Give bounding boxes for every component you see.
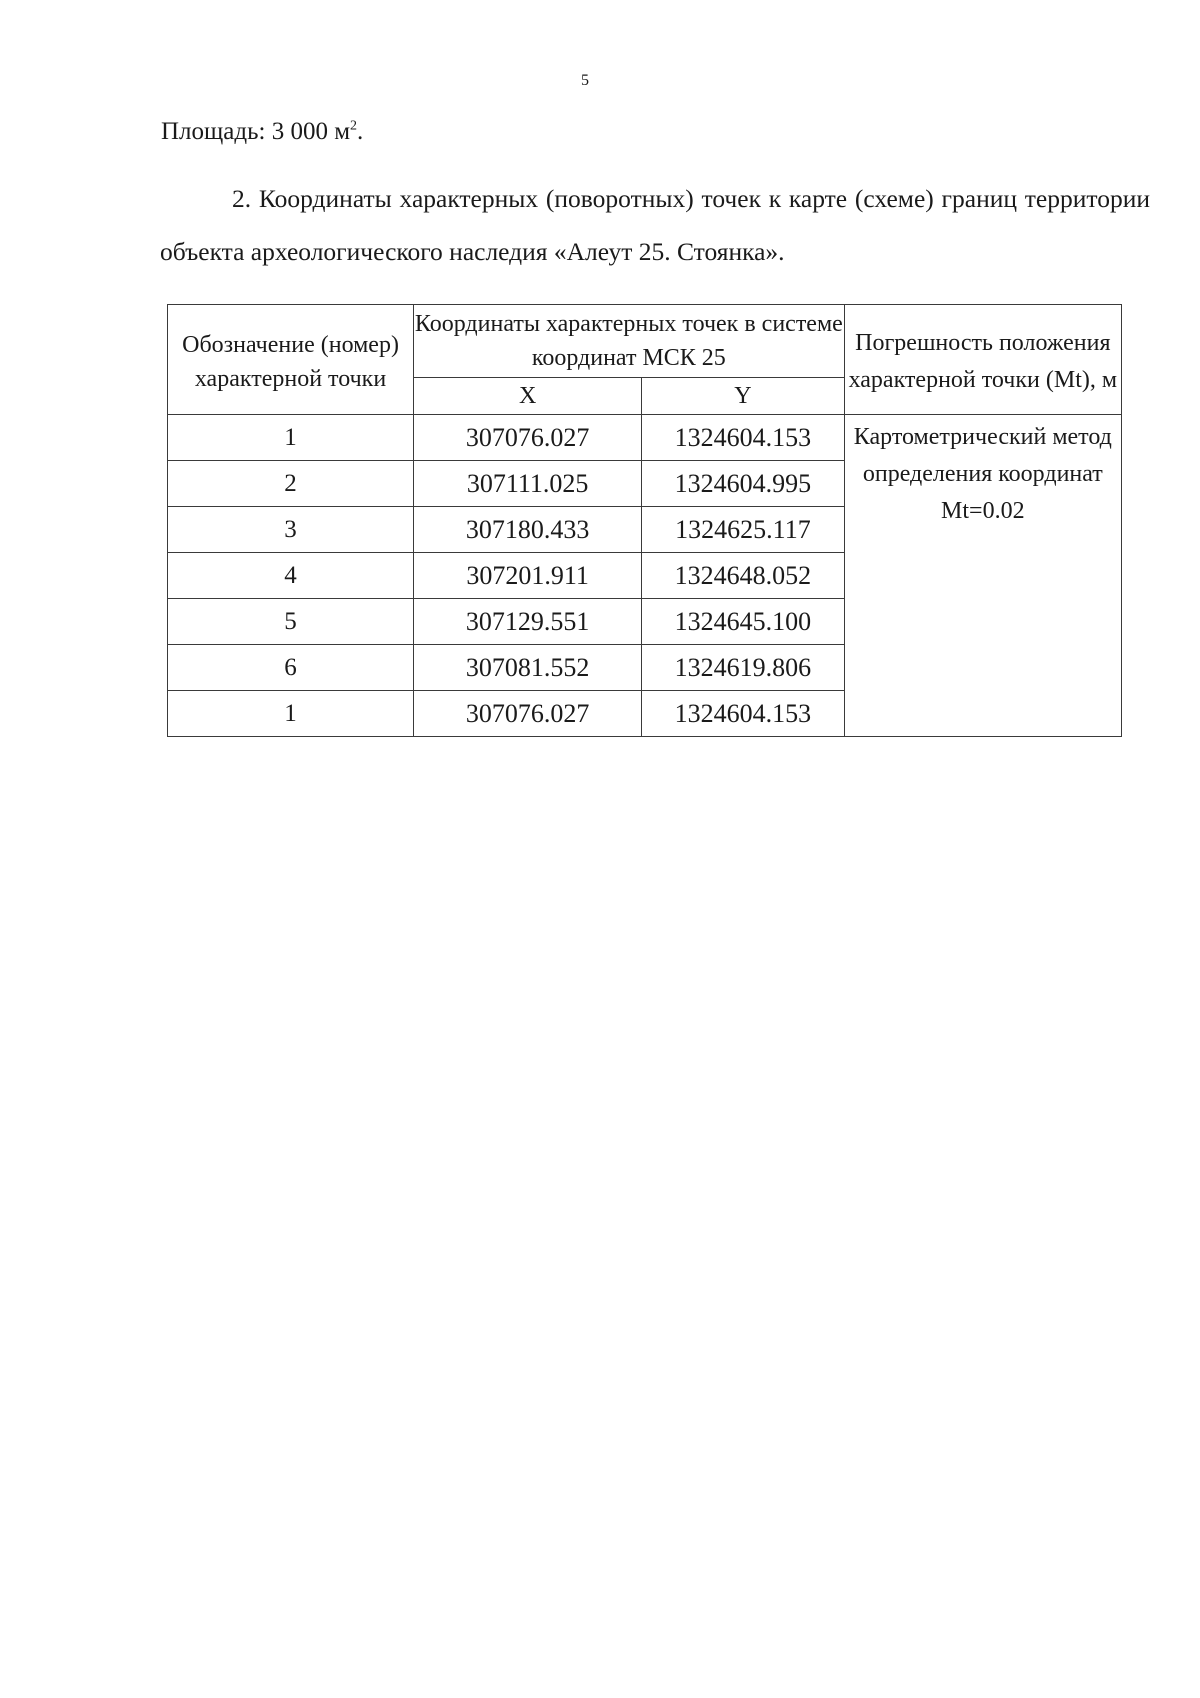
section-text: 2. Координаты характерных (поворотных) точек к карте (схеме) границ территории объекта археологического наследия «Алеут 25. Стоянка». (160, 184, 1150, 266)
point-cell: 2 (168, 461, 414, 507)
point-cell: 5 (168, 599, 414, 645)
method-cell: Картометрический метод определения координат Mt=0.02 (844, 415, 1121, 737)
point-cell: 3 (168, 507, 414, 553)
page-number: 5 (581, 72, 589, 89)
x-cell: 307076.027 (414, 691, 642, 737)
x-cell: 307081.552 (414, 645, 642, 691)
table-row (168, 415, 1122, 461)
y-cell: 1324604.995 (642, 461, 844, 507)
y-cell: 1324604.153 (642, 691, 844, 737)
area-end: . (357, 118, 364, 145)
section-paragraph (160, 172, 1150, 278)
point-cell: 6 (168, 645, 414, 691)
y-cell: 1324625.117 (642, 507, 844, 553)
header-error: Погрешность положения характерной точки (Mt), м (844, 305, 1121, 415)
x-cell: 307180.433 (414, 507, 642, 553)
point-cell: 4 (168, 553, 414, 599)
point-cell: 1 (168, 691, 414, 737)
area-line (161, 118, 363, 146)
header-y: Y (642, 378, 844, 415)
area-unit-exponent: 2 (350, 118, 358, 134)
y-cell: 1324604.153 (642, 415, 844, 461)
y-cell: 1324648.052 (642, 553, 844, 599)
y-cell: 1324619.806 (642, 645, 844, 691)
x-cell: 307129.551 (414, 599, 642, 645)
x-cell: 307076.027 (414, 415, 642, 461)
y-cell: 1324645.100 (642, 599, 844, 645)
header-coordinates: Координаты характерных точек в системе координат МСК 25 (414, 305, 845, 378)
x-cell: 307111.025 (414, 461, 642, 507)
coordinates-table (167, 304, 1122, 737)
x-cell: 307201.911 (414, 553, 642, 599)
point-cell: 1 (168, 415, 414, 461)
header-point: Обозначение (номер) характерной точки (168, 305, 414, 415)
area-value: 3 000 м (271, 118, 351, 145)
area-label: Площадь: (161, 118, 266, 145)
header-x: X (414, 378, 642, 415)
